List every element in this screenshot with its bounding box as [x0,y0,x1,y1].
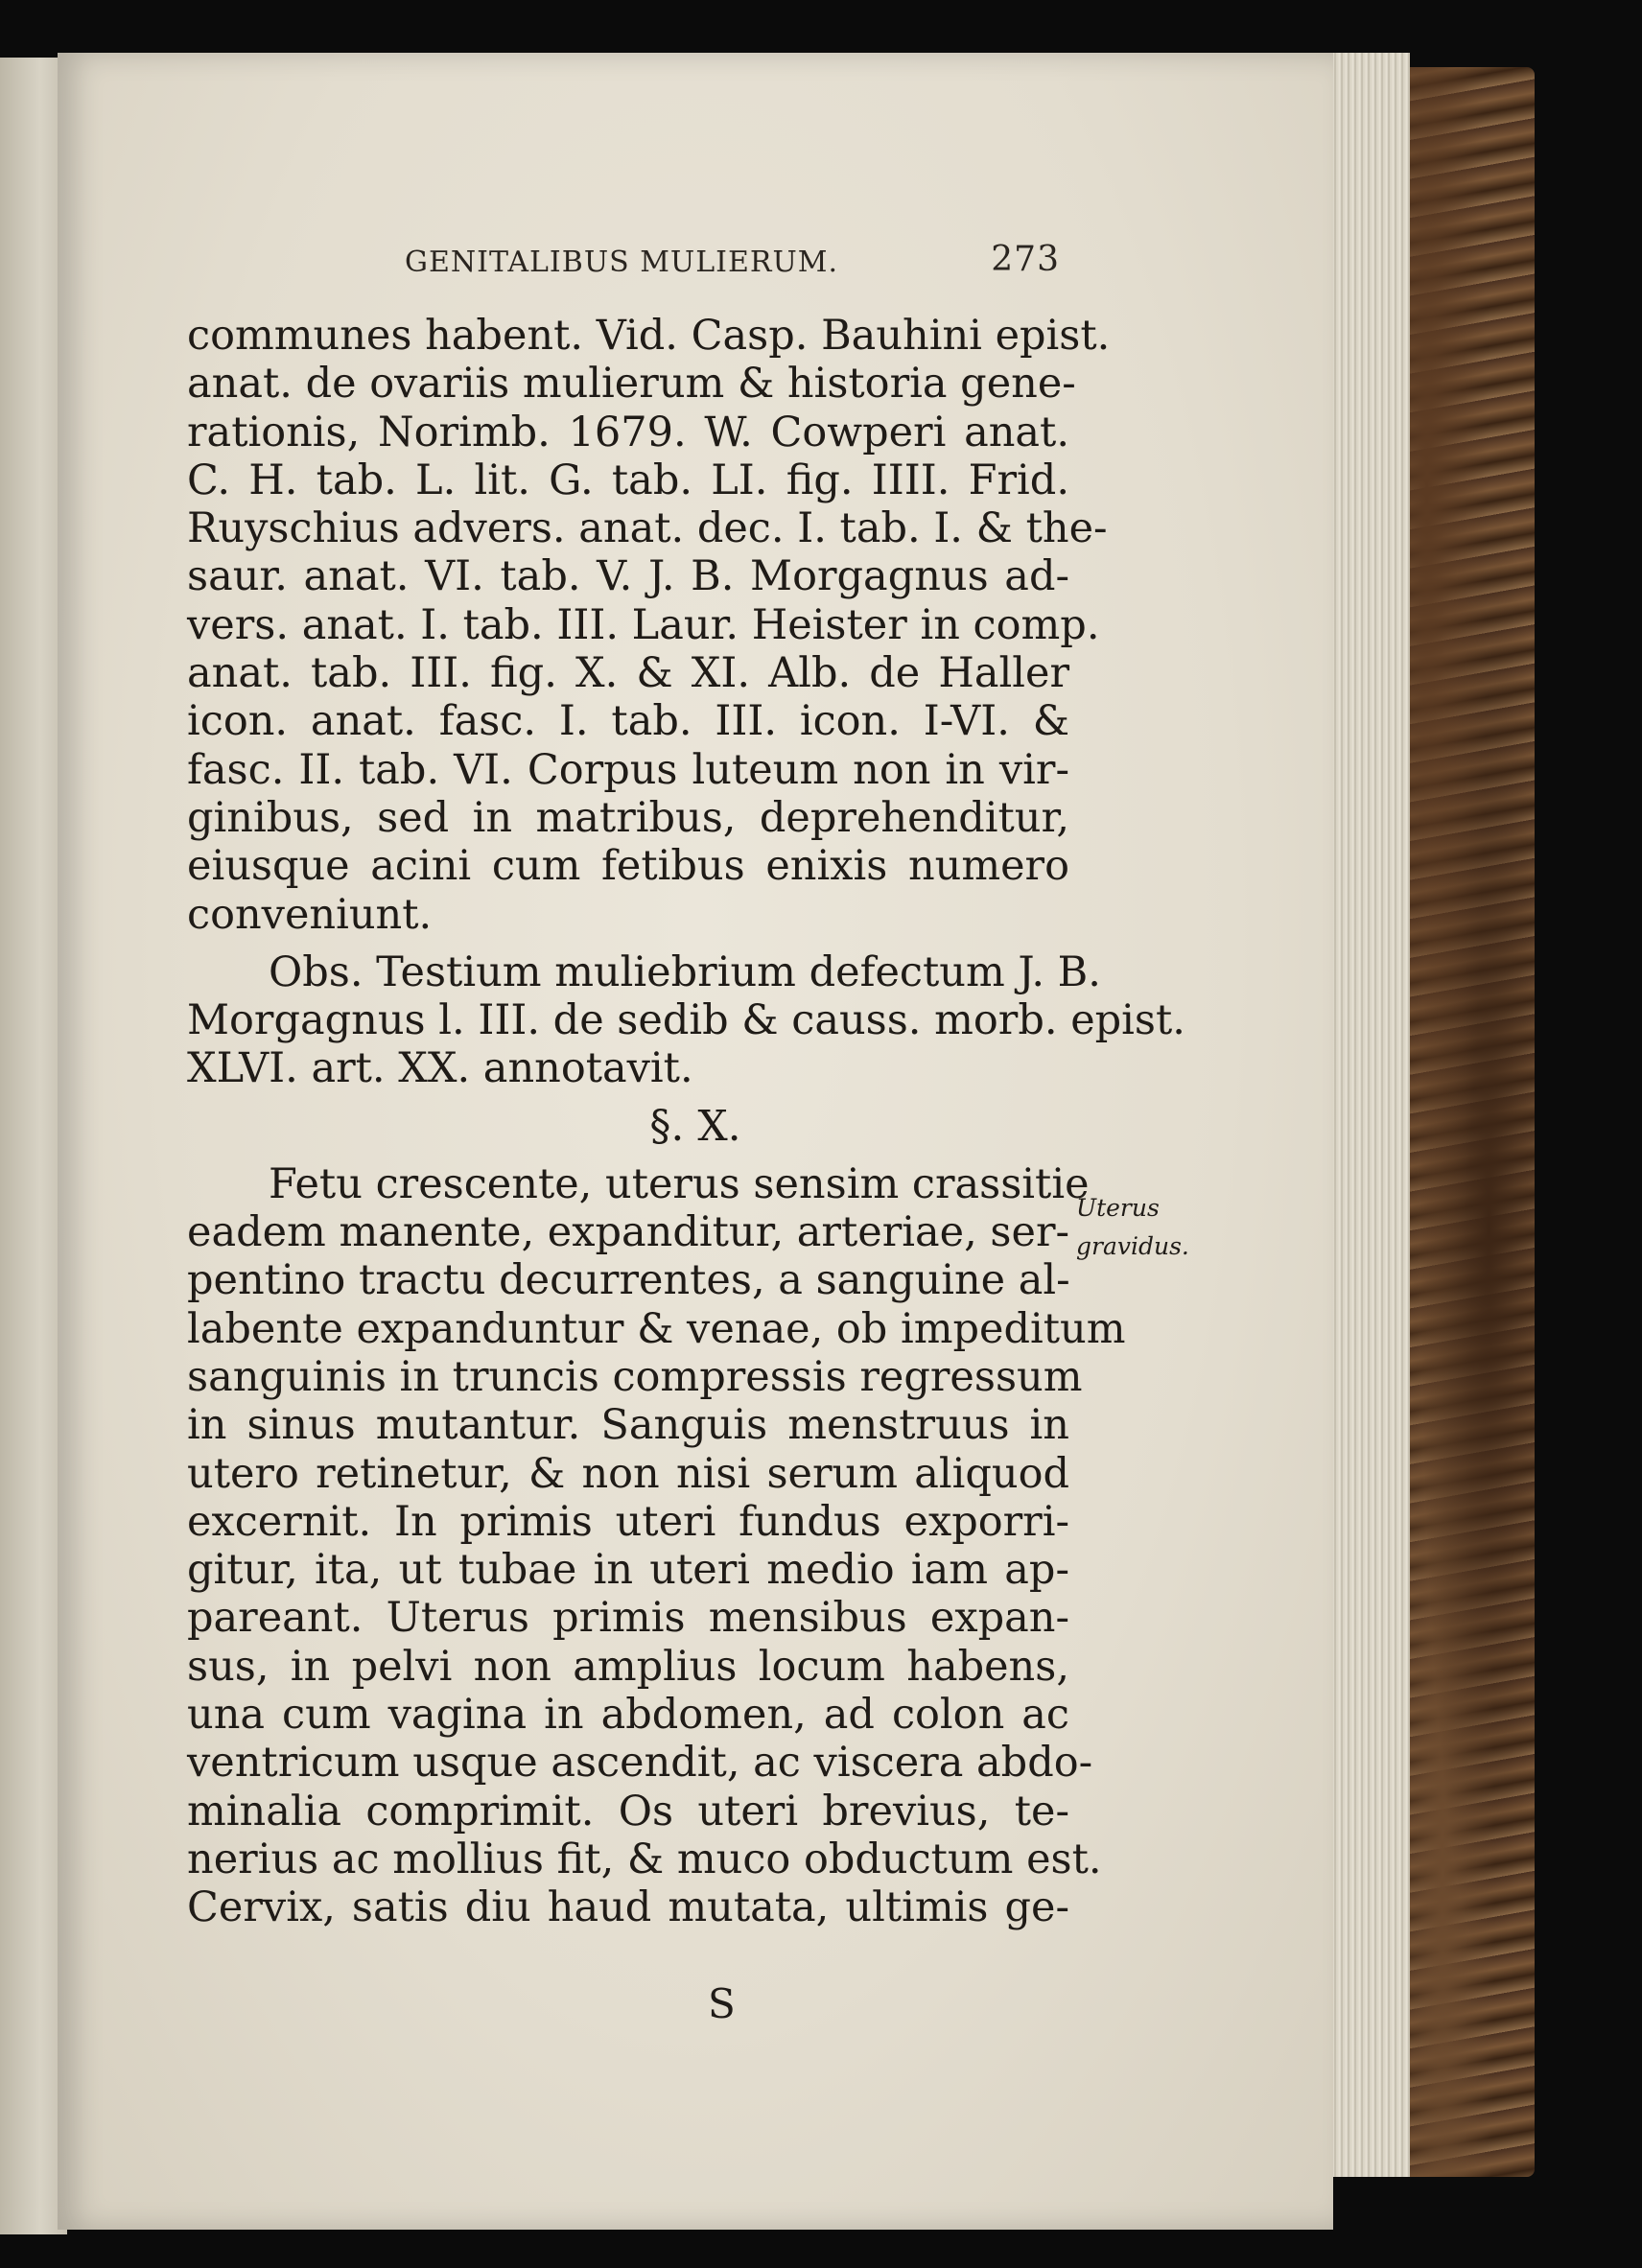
page-edges [1324,53,1410,2177]
margin-note [1076,1189,1189,1266]
text-line: una cum vagina in abdomen, ad colon ac [187,1691,1069,1740]
text-line: rationis, Norimb. 1679. W. Cowperi anat. [187,408,1069,456]
text-line: minalia comprimit. Os uteri brevius, te- [187,1787,1069,1835]
text-line: ginibus, sed in matribus, deprehenditur, [187,793,1069,842]
paragraph-1 [187,312,1111,939]
running-head-title: GENITALIBUS MULIERUM. [405,246,838,279]
running-head [345,240,1074,288]
section-heading: §. X. [649,1101,741,1151]
text-line: communes habent. Vid. Casp. Bauhini epist. [187,312,1111,360]
text-line: vers. anat. I. tab. III. Laur. Heister in comp. [187,600,1100,649]
text-line: excernit. In primis uteri fundus exporri- [187,1497,1069,1546]
text-line: nerius ac mollius fit, & muco obductum est. [187,1835,1102,1883]
text-line: icon. anat. fasc. I. tab. III. icon. I-VI. & [187,697,1069,746]
text-line: Ruyschius advers. anat. dec. I. tab. I. & the- [187,504,1108,553]
text-line: saur. anat. VI. tab. V. J. B. Morgagnus ad- [187,552,1069,601]
text-line: sus, in pelvi non amplius locum habens, [187,1642,1069,1691]
text-line: XLVI. art. XX. annotavit. [187,1044,693,1093]
text-line: fasc. II. tab. VI. Corpus luteum non in vir- [187,745,1069,794]
text-line: eadem manente, expanditur, arteriae, ser- [187,1208,1070,1257]
text-line: Fetu crescente, uterus sensim crassitie [269,1159,1090,1208]
paragraph-3 [187,1159,1126,1932]
text-line: eiusque acini cum fetibus enixis numero [187,842,1069,891]
text-line: conveniunt. [187,890,433,939]
text-line: labente expanduntur & venae, ob impeditum [187,1304,1126,1353]
text-line: anat. de ovariis mulierum & historia gene- [187,360,1076,409]
margin-note-line: Uterus [1076,1194,1160,1222]
text-line: pareant. Uterus primis mensibus expan- [187,1594,1069,1643]
text-line: ventricum usque ascendit, ac viscera abdo- [187,1739,1093,1788]
margin-note-line: gravidus. [1076,1232,1189,1260]
text-line: Obs. Testium muliebrium defectum J. B. [269,947,1101,996]
text-line: pentino tractu decurrentes, a sanguine al- [187,1256,1070,1305]
text-line: utero retinetur, & non nisi serum aliquod [187,1449,1069,1498]
book-page [58,53,1333,2230]
text-line: Cervix, satis diu haud mutata, ultimis ge- [187,1883,1069,1932]
text-line: Morgagnus l. III. de sedib & causs. morb. epist. [187,996,1185,1045]
page-number: 273 [991,240,1060,279]
text-line: gitur, ita, ut tubae in uteri medio iam ap- [187,1546,1069,1595]
text-line: sanguinis in truncis compressis regressum [187,1352,1083,1401]
paragraph-2 [187,947,1185,1093]
text-line: C. H. tab. L. lit. G. tab. LI. fig. IIII. Frid. [187,456,1069,504]
catchword: S [708,1980,736,2027]
text-line: in sinus mutantur. Sanguis menstruus in [187,1401,1069,1450]
text-line: anat. tab. III. fig. X. & XI. Alb. de Haller [187,649,1069,698]
